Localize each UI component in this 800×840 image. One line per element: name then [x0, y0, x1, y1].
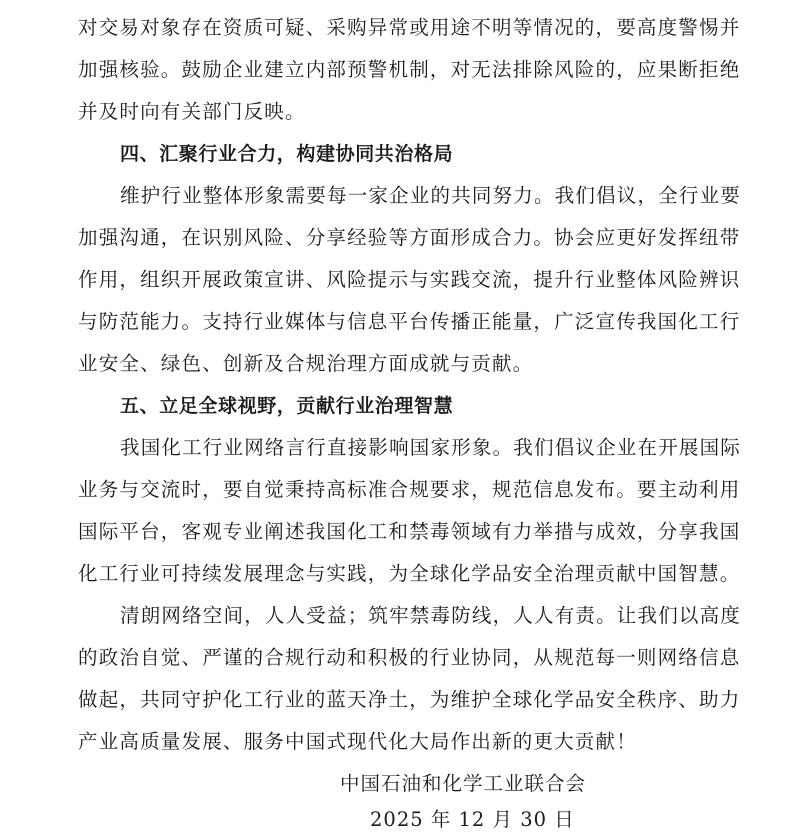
paragraph-line: 加强核验。鼓励企业建立内部预警机制，对无法排除风险的，应果断拒绝	[78, 58, 741, 81]
section-heading: 四、汇聚行业合力，构建协同共治格局	[120, 143, 454, 165]
paragraph-line: 化工行业可持续发展理念与实践，为全球化学品安全治理贡献中国智慧。	[78, 562, 741, 585]
signature-organization: 中国石油和化学工业联合会	[340, 772, 587, 795]
paragraph-line: 我国化工行业网络言行直接影响国家形象。我们倡议企业在开展国际	[120, 436, 742, 459]
paragraph-line: 维护行业整体形象需要每一家企业的共同努力。我们倡议，全行业要	[120, 184, 742, 207]
paragraph-line: 做起，共同守护化工行业的蓝天净土，为维护全球化学品安全秩序、助力	[78, 688, 741, 711]
paragraph-line: 的政治自觉、严谨的合规行动和积极的行业协同，从规范每一则网络信息	[78, 646, 741, 669]
paragraph-line: 产业高质量发展、服务中国式现代化大局作出新的更大贡献！	[78, 730, 637, 753]
signature-date: 2025 年 12 月 30 日	[370, 808, 575, 831]
paragraph-line: 业安全、绿色、创新及合规治理方面成就与贡献。	[78, 352, 534, 375]
paragraph-line: 并及时向有关部门反映。	[78, 100, 306, 123]
paragraph-line: 业务与交流时，要自觉秉持高标准合规要求，规范信息发布。要主动利用	[78, 478, 741, 501]
paragraph-line: 与防范能力。支持行业媒体与信息平台传播正能量，广泛宣传我国化工行	[78, 310, 741, 333]
paragraph-line: 作用，组织开展政策宣讲、风险提示与实践交流，提升行业整体风险辨识	[78, 268, 741, 291]
section-heading: 五、立足全球视野，贡献行业治理智慧	[120, 395, 454, 417]
paragraph-line: 对交易对象存在资质可疑、采购异常或用途不明等情况的，要高度警惕并	[78, 16, 741, 39]
paragraph-line: 加强沟通，在识别风险、分享经验等方面形成合力。协会应更好发挥纽带	[78, 226, 741, 249]
paragraph-line: 国际平台，客观专业阐述我国化工和禁毒领域有力举措与成效，分享我国	[78, 520, 741, 543]
paragraph-line: 清朗网络空间，人人受益；筑牢禁毒防线，人人有责。让我们以高度	[120, 604, 742, 627]
